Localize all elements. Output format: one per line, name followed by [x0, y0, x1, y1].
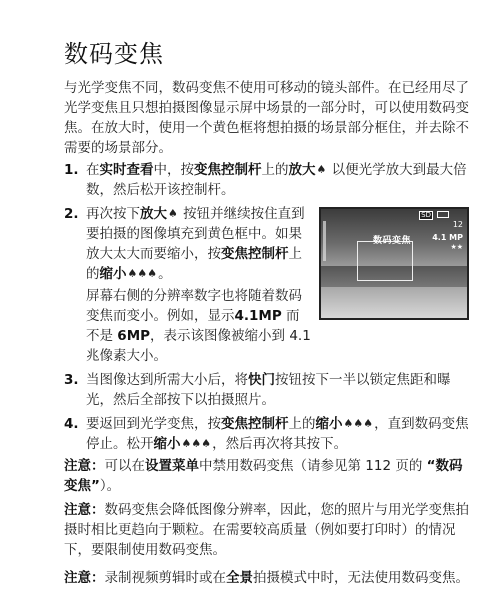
note-text: ）。	[99, 478, 121, 494]
term-digital-zoom: “数码变焦”	[64, 458, 463, 494]
step-number: 4.	[64, 416, 79, 432]
step-text: 按钮按下一半以锁定焦距和曝光，然后全部按下以拍摄照片。	[86, 372, 451, 408]
note-text: 中禁用数码变焦（请参见第 112 页的	[199, 458, 427, 474]
step-text: 屏幕右侧的分辨率数字也将随着数码变焦而变小。例如，显示	[86, 288, 302, 324]
term-live-view: 实时查看	[99, 162, 154, 178]
zoom-out-trees-icon: ♠♠♠	[181, 437, 212, 450]
term-zoom-in: 放大	[140, 206, 167, 222]
camera-lcd-illustration	[319, 207, 469, 320]
step-text: ，直到数码变焦停止。松开	[86, 416, 469, 452]
note-text: 录制视频剪辑时或在	[104, 570, 226, 586]
note-text: 数码变焦会降低图像分辨率，因此，您的照片与用光学变焦拍摄时相比更趋向于颗粒。在需要较高质量（例如要打印时）的情况下，要限制使用数码变焦。	[64, 502, 469, 558]
step-text: 上的	[86, 246, 302, 282]
zoom-out-trees-icon: ♠♠♠	[127, 267, 158, 280]
lcd-beach	[321, 287, 467, 318]
note-2	[64, 500, 474, 560]
note-1	[64, 456, 474, 496]
zoom-frame	[357, 241, 413, 281]
step-text: 当图像达到所需大小后，将	[86, 372, 248, 388]
lcd-resolution: 4.1 MP	[432, 233, 463, 242]
step-text: 按钮并继续按住直到要拍摄的图像填充到黄色框中。如果放大太大而要缩小，按	[86, 206, 305, 262]
step-text: 再次按下	[86, 206, 140, 222]
resolution-value: 4.1MP	[234, 308, 282, 324]
quality-stars-icon: ★★	[450, 243, 463, 251]
term-panorama: 全景	[226, 570, 253, 586]
sd-card-icon: SD	[421, 211, 431, 219]
step-text: 中，按	[153, 162, 194, 178]
step-1	[64, 160, 474, 200]
step-number: 1.	[64, 162, 79, 178]
resolution-value: 6MP	[117, 328, 151, 344]
lcd-digital-zoom-label: 数码变焦	[373, 236, 412, 246]
term-zoom-out: 缩小	[153, 436, 181, 452]
step-text: 上的	[261, 162, 289, 178]
zoom-bar-icon	[323, 221, 326, 261]
step-3	[64, 370, 474, 410]
intro-paragraph: 与光学变焦不同，数码变焦不使用可移动的镜头部件。在已经用尽了光学变焦且只想拍摄图像显示屏中场景的一部分时，可以使用数码变焦。在放大时，使用一个黄色框将想拍摄的场景部分框住，并去除不需要的场景部分。	[64, 80, 469, 156]
zoom-out-trees-icon: ♠♠♠	[343, 417, 374, 430]
step-4	[64, 414, 474, 454]
term-setup-menu: 设置菜单	[145, 458, 199, 474]
zoom-in-tree-icon: ♠	[316, 163, 327, 176]
step-number: 2.	[64, 206, 79, 222]
term-zoom-out: 缩小	[99, 266, 127, 282]
step-text: 要返回到光学变焦，按	[86, 416, 221, 432]
battery-icon	[437, 211, 449, 218]
step-text: ，然后再次将其按下。	[212, 436, 348, 452]
term-zoom-lever: 变焦控制杆	[194, 162, 262, 178]
step-text: 在	[86, 162, 100, 178]
step-text: ，表示该图像被缩小到 4.1 兆像素大小。	[86, 328, 311, 364]
note-3	[64, 568, 474, 588]
note-text: 拍摄模式中时，无法使用数码变焦。	[253, 570, 469, 586]
step-text: 而不是	[86, 308, 300, 344]
term-zoom-in: 放大	[288, 162, 316, 178]
term-zoom-lever: 变焦控制杆	[221, 246, 289, 262]
step-number: 3.	[64, 372, 79, 388]
step-2	[64, 204, 312, 366]
note-label: 注意：	[64, 570, 105, 586]
shots-remaining: 12	[452, 220, 463, 229]
term-zoom-out: 缩小	[315, 416, 343, 432]
step-text: 以便光学放大到最大倍数，然后松开该控制杆。	[86, 162, 467, 198]
note-text: 可以在	[104, 458, 145, 474]
page-title: 数码变焦	[64, 40, 164, 68]
term-shutter: 快门	[248, 372, 275, 388]
note-label: 注意：	[64, 458, 105, 474]
zoom-in-tree-icon: ♠	[168, 207, 178, 220]
note-label: 注意：	[64, 502, 105, 518]
step-text: 上的	[288, 416, 316, 432]
step-text: 。	[158, 266, 172, 282]
term-zoom-lever: 变焦控制杆	[221, 416, 289, 432]
